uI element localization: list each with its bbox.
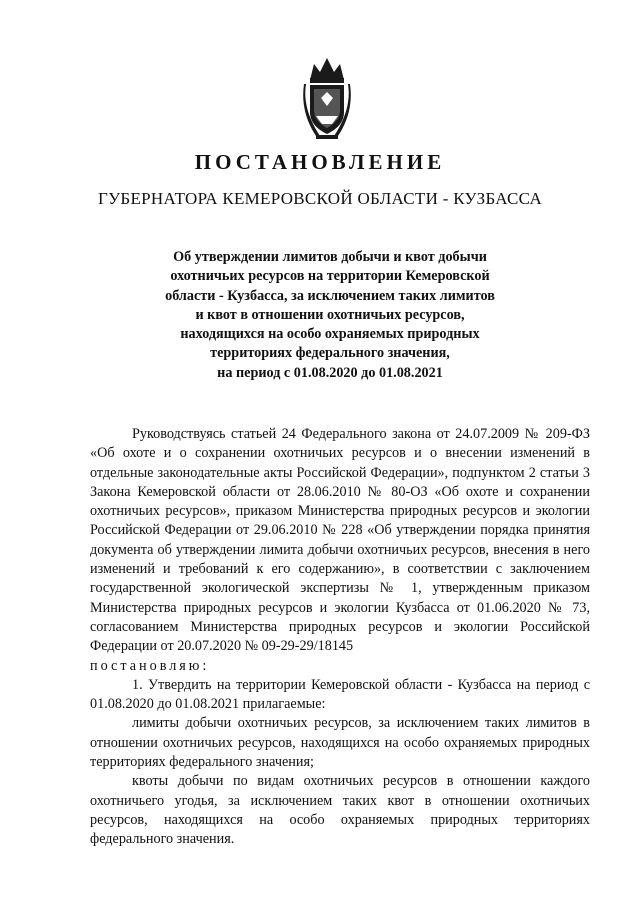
preamble-paragraph: Руководствуясь статьей 24 Федерального закона от 24.07.2009 № 209-ФЗ «Об охоте и о сохранении охотничьих ресурсов и о внесении изменений в отдельные законодательные акты Российской Федерации», подпунктом 2 статьи 3 Закона Кемеровской области от 28.06.2010 № 80-ОЗ «Об охоте и сохранении охотничьих ресурсов», приказом Министерства природных ресурсов и экологии Российской Федерации от 29.06.2010 № 228 «Об утверждении порядка принятия документа об утверждении лимита добычи охотничьих ресурсов, внесения в него изменений и требований к его содержанию», в соответствии с заключением государственной экологической экспертизы № 1, утвержденным приказом Министерства природных ресурсов и экологии Кузбасса от 01.06.2020 № 73, согласованием Министерства природных ресурсов и экологии Российской Федерации от 20.07.2020 № 09-29-29/18145 <box>90 426 590 655</box>
item-1-limits-paragraph: лимиты добычи охотничьих ресурсов, за исключением таких лимитов в отношении охотничьих ресурсов, находящихся на особо охраняемых природных территориях федерального значения; <box>90 715 590 771</box>
issuer-heading: ГУБЕРНАТОРА КЕМЕРОВСКОЙ ОБЛАСТИ - КУЗБАССА <box>97 189 543 208</box>
title-line: Об утверждении лимитов добычи и квот добычи <box>173 249 487 265</box>
item-1-quotas-paragraph: квоты добычи по видам охотничьих ресурсов в отношении каждого охотничьего угодья, за исключением таких квот в отношении охотничьих ресурсов, находящихся на особо охраняемых природных территориях федерального значения. <box>90 773 590 848</box>
decree-word: постановляю: <box>90 657 210 674</box>
document-title <box>140 248 520 383</box>
kemerovo-coat-of-arms-icon <box>302 54 352 144</box>
title-line: области - Кузбасса, за исключением таких лимитов <box>165 287 495 304</box>
title-line: находящихся на особо охраняемых природных <box>180 326 480 343</box>
title-line: и квот в отношении охотничьих ресурсов, <box>195 306 465 323</box>
title-line: территориях федерального значения, <box>210 345 450 362</box>
item-1-paragraph: 1. Утвердить на территории Кемеровской области - Кузбасса на период с 01.08.2020 до 01.08.2021 прилагаемые: <box>90 676 590 713</box>
title-line: на период с 01.08.2020 до 01.08.2021 <box>217 364 443 381</box>
title-line: охотничьих ресурсов на территории Кемеровской <box>170 268 490 285</box>
document-body <box>90 425 590 850</box>
document-type-heading: ПОСТАНОВЛЕНИЕ <box>194 150 446 174</box>
